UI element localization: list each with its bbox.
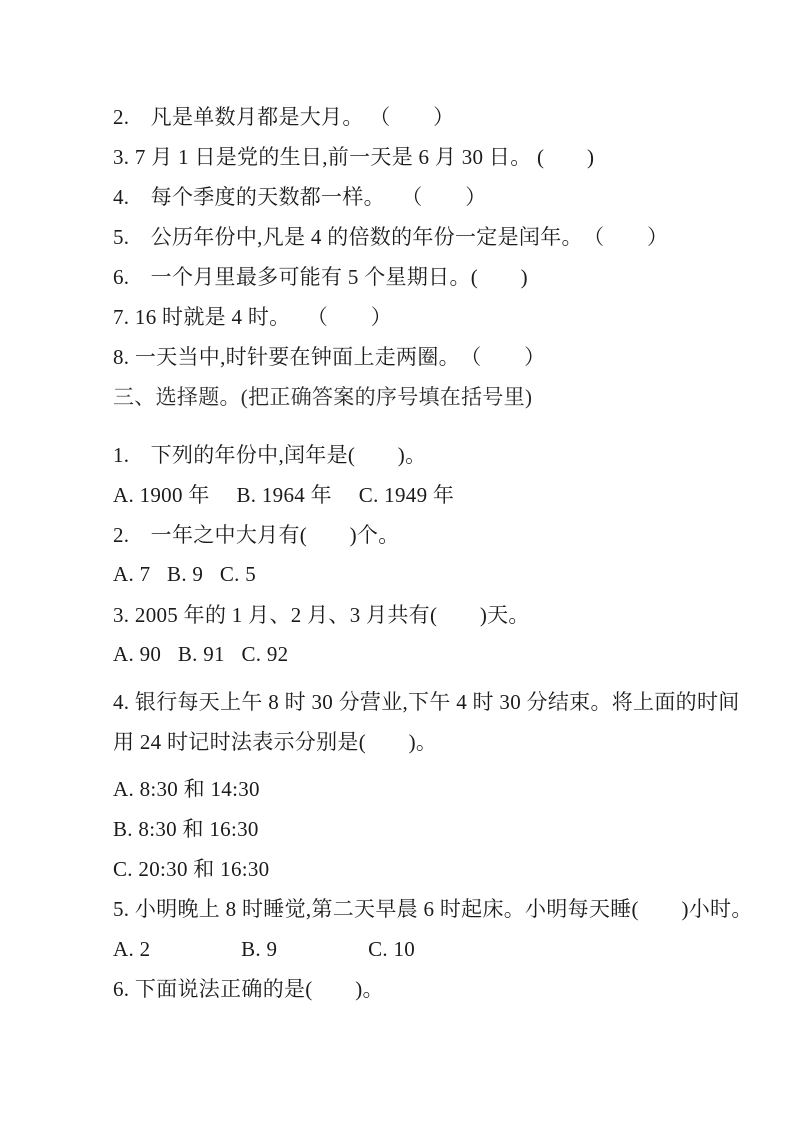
tf-question-6: 6. 一个月里最多可能有 5 个星期日。( ) [113,265,528,289]
mc-question-5-options: A. 2 B. 9 C. 10 [113,937,416,961]
multiple-choice-section [113,376,753,1008]
mc-question-1: 1. 下列的年份中,闰年是( )。 [113,443,427,467]
mc-question-1-options: A. 1900 年 B. 1964 年 C. 1949 年 [113,483,455,507]
tf-question-7: 7. 16 时就是 4 时。 （ ） [113,305,392,329]
tf-question-4: 4. 每个季度的天数都一样。 （ ） [113,185,487,209]
mc-question-4-line1: 4. 银行每天上午 8 时 30 分营业,下午 4 时 30 分结束。将上面的时间 [113,690,740,714]
mc-question-4-line2: 用 24 时记时法表示分别是( )。 [113,730,438,754]
mc-question-4-option-c: C. 20:30 和 16:30 [113,857,270,881]
tf-question-2: 2. 凡是单数月都是大月。 （ ） [113,105,455,129]
mc-question-3-options: A. 90 B. 91 C. 92 [113,641,289,666]
tf-question-8: 8. 一天当中,时针要在钟面上走两圈。 （ ） [113,345,546,369]
true-false-section [113,96,697,376]
mc-question-3: 3. 2005 年的 1 月、2 月、3 月共有( )天。 [113,603,530,627]
tf-question-3: 3. 7 月 1 日是党的生日,前一天是 6 月 30 日。 ( ) [113,145,595,169]
mc-question-4-option-b: B. 8:30 和 16:30 [113,817,259,841]
section-heading-choice: 三、选择题。(把正确答案的序号填在括号里) [113,385,533,409]
mc-question-2: 2. 一年之中大月有( )个。 [113,523,400,547]
mc-question-6: 6. 下面说法正确的是( )。 [113,977,384,1001]
mc-question-5: 5. 小明晚上 8 时睡觉,第二天早晨 6 时起床。小明每天睡( )小时。 [113,897,753,921]
mc-question-4-option-a: A. 8:30 和 14:30 [113,777,260,801]
mc-question-2-options: A. 7 B. 9 C. 5 [113,561,257,586]
tf-question-5: 5. 公历年份中,凡是 4 的倍数的年份一定是闰年。 （ ） [113,225,669,249]
